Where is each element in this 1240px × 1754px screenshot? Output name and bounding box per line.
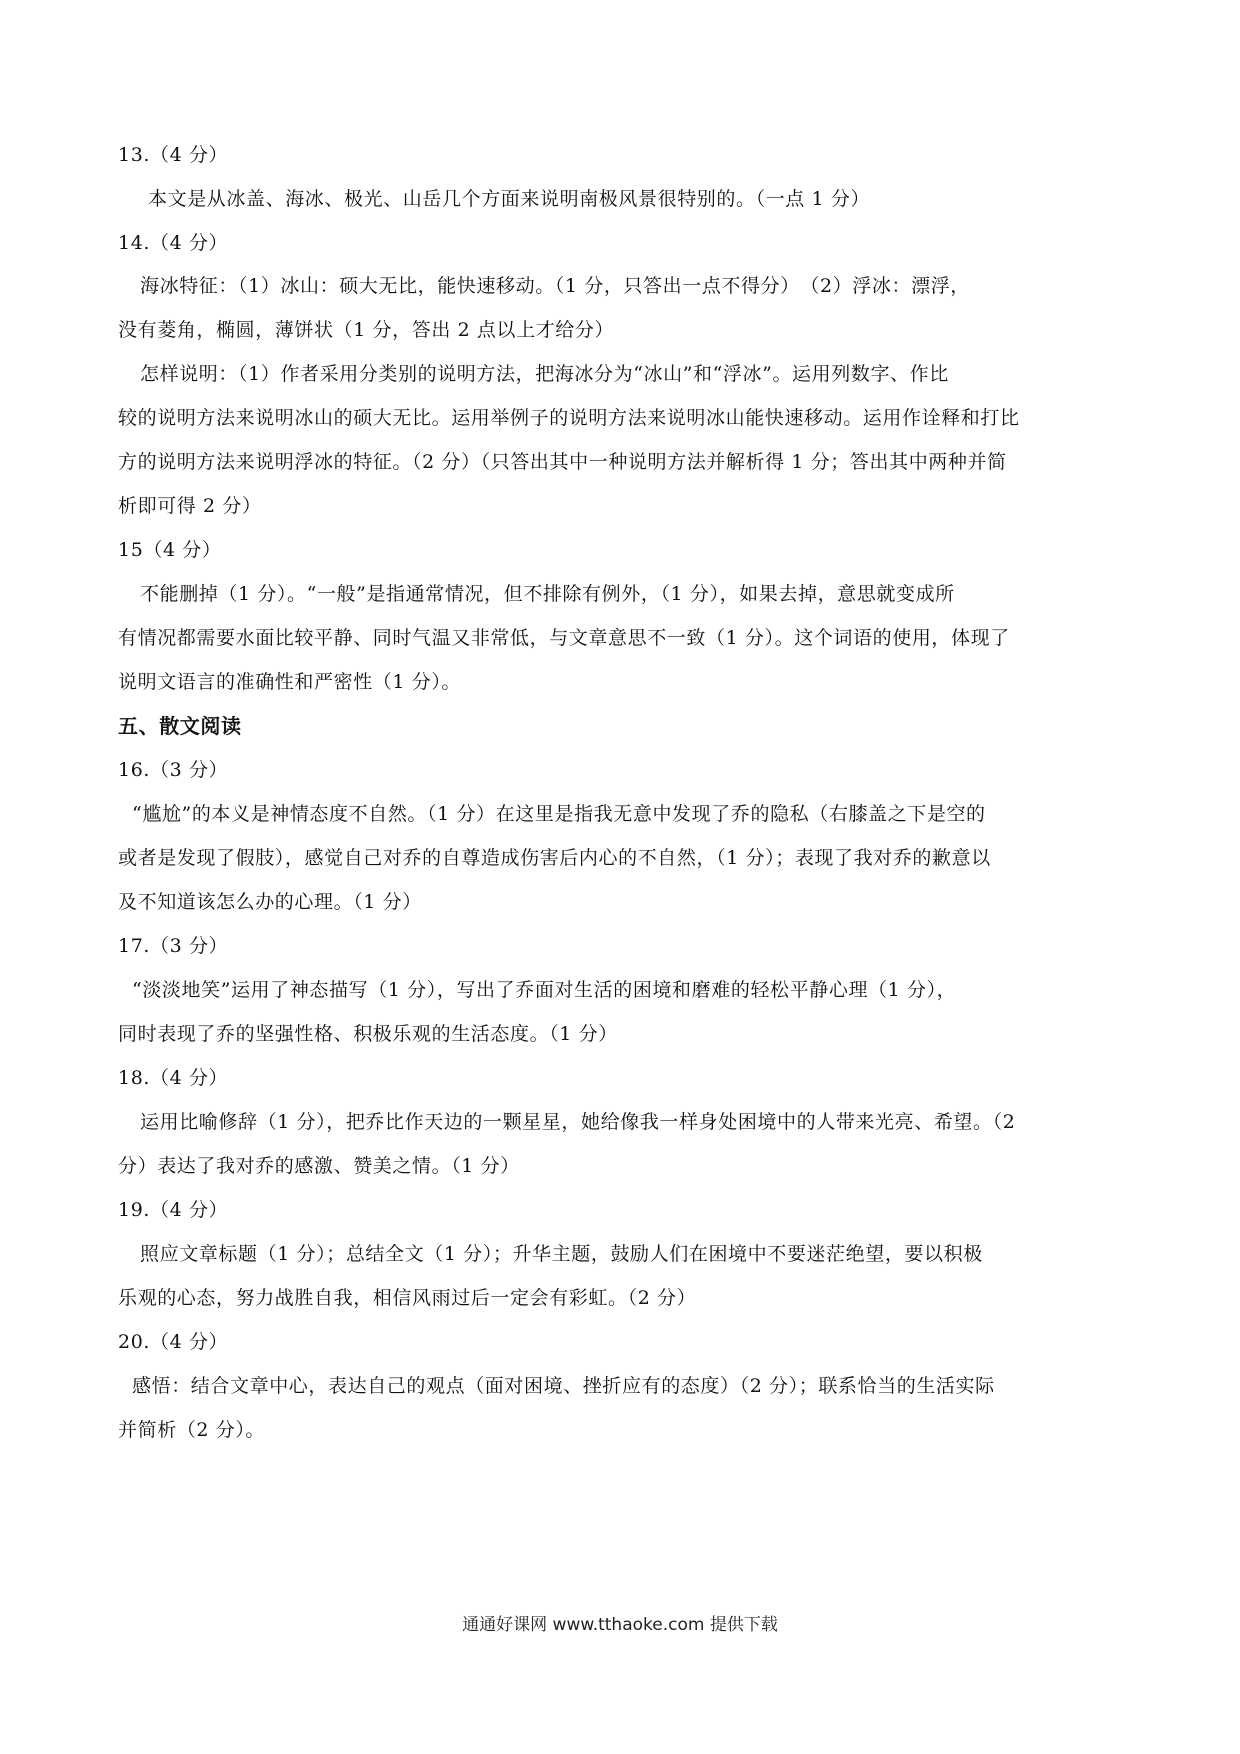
- question-14-answer-line: 没有菱角，椭圆，薄饼状（1 分，答出 2 点以上才给分）: [118, 319, 615, 341]
- question-17-answer-line: 同时表现了乔的坚强性格、积极乐观的生活态度。（1 分）: [118, 1023, 618, 1045]
- question-19-number: 19.（4 分）: [118, 1199, 229, 1221]
- question-20-answer-line: 并简析（2 分）。: [118, 1419, 266, 1441]
- question-16-answer-line: 及不知道该怎么办的心理。（1 分）: [118, 891, 422, 913]
- question-15-number: 15（4 分）: [118, 539, 222, 561]
- question-17-answer-line: “淡淡地笑”运用了神态描写（1 分），写出了乔面对生活的困境和磨难的轻松平静心理（1 分），: [132, 979, 957, 1001]
- question-16-number: 16.（3 分）: [118, 759, 229, 781]
- question-19-answer-line: 照应文章标题（1 分）；总结全文（1 分）；升华主题，鼓励人们在困境中不要迷茫绝望，要以积极: [140, 1243, 983, 1265]
- question-15-answer-line: 说明文语言的准确性和严密性（1 分）。: [118, 671, 462, 693]
- question-14-answer-line: 怎样说明：（1）作者采用分类别的说明方法，把海冰分为“冰山”和“浮冰”。运用列数字、作比: [140, 363, 949, 385]
- question-20-answer-line: 感悟：结合文章中心，表达自己的观点（面对困境、挫折应有的态度）（2 分）；联系恰当的生活实际: [132, 1375, 995, 1397]
- question-16-answer-line: “尴尬”的本义是神情态度不自然。（1 分）在这里是指我无意中发现了乔的隐私（右膝盖之下是空的: [132, 803, 986, 825]
- question-17-number: 17.（3 分）: [118, 935, 229, 957]
- page-footer: 通通好课网 www.tthaoke.com 提供下载: [462, 1615, 778, 1635]
- question-13-number: 13.（4 分）: [118, 144, 229, 166]
- question-18-number: 18.（4 分）: [118, 1067, 229, 1089]
- question-14-answer-line: 方的说明方法来说明浮冰的特征。（2 分）（只答出其中一种说明方法并解析得 1 分；答出其中两种并简: [118, 451, 1007, 473]
- question-14-number: 14.（4 分）: [118, 232, 229, 254]
- section-heading: 五、散文阅读: [118, 714, 242, 738]
- question-19-answer-line: 乐观的心态，努力战胜自我，相信风雨过后一定会有彩虹。（2 分）: [118, 1287, 697, 1309]
- question-13-answer-line: 本文是从冰盖、海冰、极光、山岳几个方面来说明南极风景很特别的。（一点 1 分）: [148, 188, 871, 210]
- question-14-answer-line: 海冰特征：（1）冰山：硕大无比，能快速移动。（1 分，只答出一点不得分） （2）浮冰：漂浮，: [140, 275, 970, 297]
- question-18-answer-line: 分）表达了我对乔的感激、赞美之情。（1 分）: [118, 1155, 520, 1177]
- question-20-number: 20.（4 分）: [118, 1331, 229, 1353]
- question-14-answer-line: 较的说明方法来说明冰山的硕大无比。运用举例子的说明方法来说明冰山能快速移动。运用作诠释和打比: [118, 407, 1020, 429]
- question-16-answer-line: 或者是发现了假肢），感觉自己对乔的自尊造成伤害后内心的不自然，（1 分）；表现了我对乔的歉意以: [118, 847, 991, 869]
- question-15-answer-line: 有情况都需要水面比较平静、同时气温又非常低，与文章意思不一致（1 分）。这个词语的使用，体现了: [118, 627, 1010, 649]
- question-15-answer-line: 不能删掉（1 分）。“一般”是指通常情况，但不排除有例外，（1 分），如果去掉，意思就变成所: [140, 583, 955, 605]
- question-14-answer-line: 析即可得 2 分）: [118, 495, 262, 517]
- question-18-answer-line: 运用比喻修辞（1 分），把乔比作天边的一颗星星，她给像我一样身处困境中的人带来光亮、希望。（2: [140, 1111, 1016, 1133]
